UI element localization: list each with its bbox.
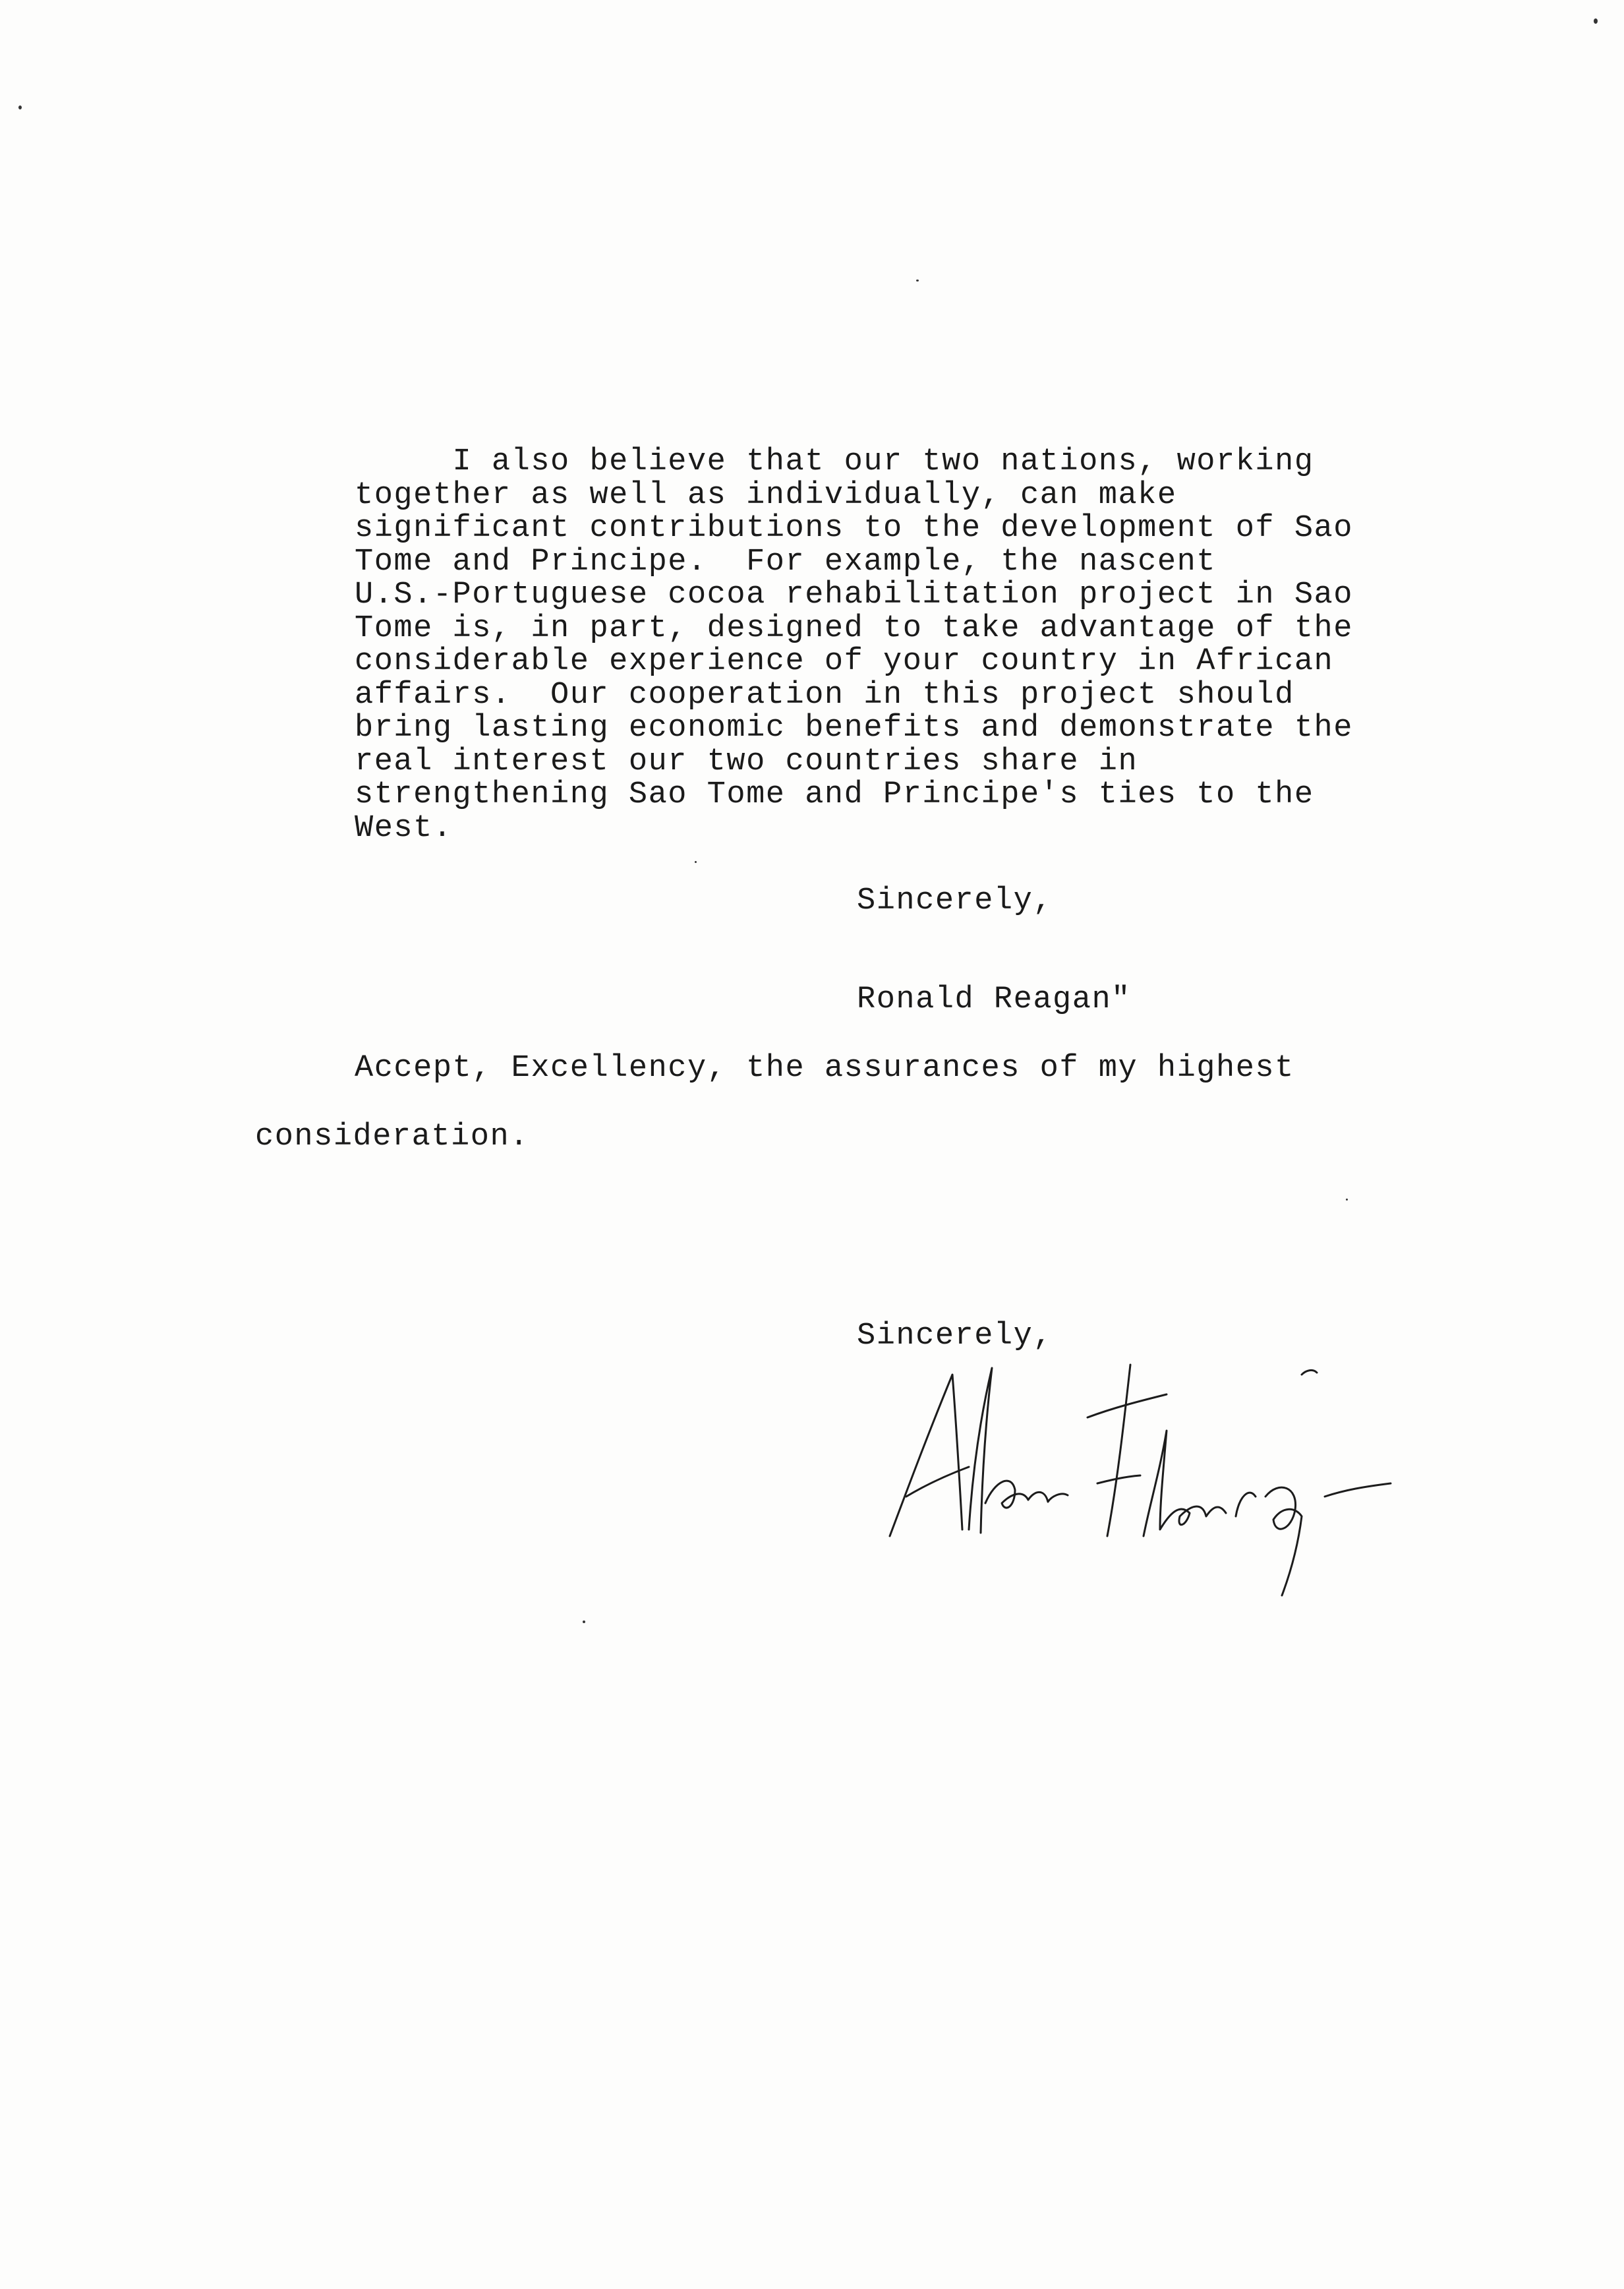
paragraph-line: U.S.-Portuguese cocoa rehabilitation project in Sao [355,578,1353,612]
scan-speck [916,280,919,282]
consideration-line: consideration. [255,1119,529,1154]
accept-assurances-line: Accept, Excellency, the assurances of my highest [355,1051,1294,1086]
paragraph-line: Tome is, in part, designed to take advantage of the [355,610,1353,646]
final-closing: Sincerely, [857,1319,1053,1353]
quoted-paragraph [355,446,1409,845]
scan-speck [583,1620,585,1623]
quoted-signatory: Ronald Reagan" [857,982,1131,1017]
paragraph-line: strengthening Sao Tome and Principe's ties to the [355,777,1314,812]
paragraph-line: I also believe that our two nations, working [355,444,1314,479]
paragraph-line: affairs. Our cooperation in this project should [355,677,1294,713]
scan-speck [18,105,22,109]
paragraph-line: West. [355,810,453,846]
paragraph-line: bring lasting economic benefits and demonstrate the [355,711,1353,746]
scan-speck [1594,18,1598,24]
scan-speck [695,861,697,863]
scan-speck [1346,1199,1348,1201]
quoted-closing: Sincerely, [857,883,1053,918]
paragraph-line: Tome and Principe. For example, the nascent [355,544,1217,580]
paragraph-line: together as well as individually, can make [355,477,1177,513]
handwritten-signature [870,1338,1397,1602]
paragraph-line: real interest our two countries share in [355,744,1138,779]
paragraph-line: significant contributions to the development of Sao [355,511,1353,546]
paragraph-line: considerable experience of your country in African [355,644,1334,679]
